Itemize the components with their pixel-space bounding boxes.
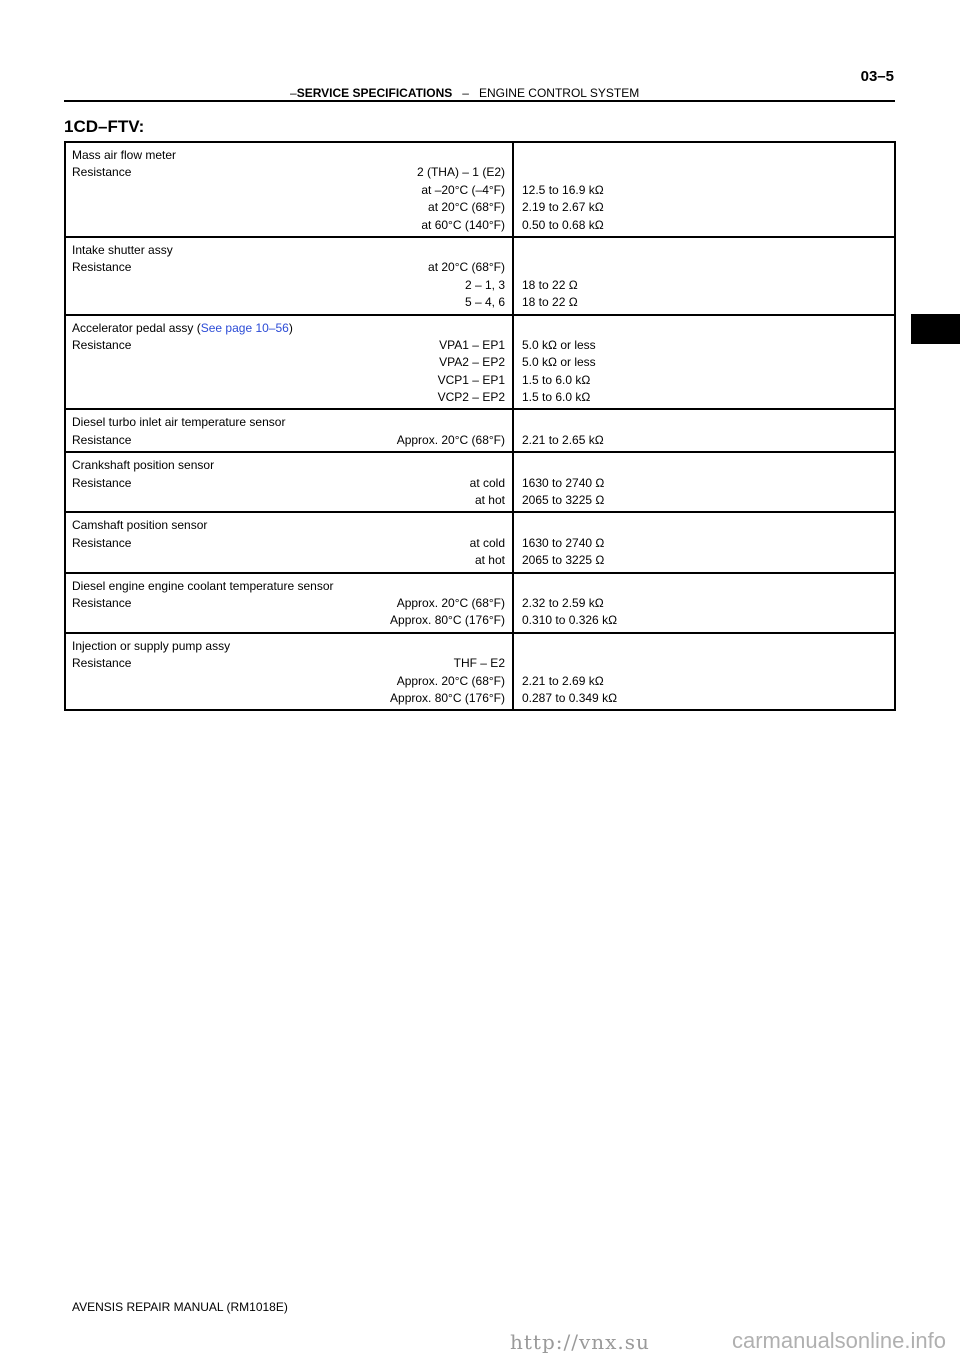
spec-line (66, 595, 512, 612)
component-name (72, 517, 207, 534)
spec-value: 1.5 to 6.0 kΩ (522, 372, 591, 387)
component-name-text: Camshaft position sensor (72, 518, 208, 533)
component-name-text: Mass air flow meter (72, 148, 177, 162)
measurement-label: Resistance (72, 337, 132, 352)
test-condition: Approx. 20°C (68°F) (396, 432, 505, 447)
component-name (72, 320, 293, 337)
spec-value: 2.32 to 2.59 kΩ (522, 595, 604, 610)
side-tab-marker (911, 314, 960, 344)
spec-line (66, 217, 512, 234)
test-condition: VPA2 – EP2 (439, 355, 505, 370)
watermark-site: carmanualsonline.info (731, 1328, 946, 1353)
spec-line (66, 389, 512, 406)
spec-line (66, 475, 512, 492)
test-condition: 5 – 4, 6 (464, 295, 505, 310)
section-title: 1CD–FTV: (64, 117, 145, 136)
see-page-link[interactable]: See page 10–56 (200, 320, 289, 335)
test-condition: THF – E2 (453, 656, 505, 671)
watermark-url[interactable]: http://vnx.su (510, 1330, 650, 1354)
spec-value-cell (513, 573, 895, 633)
header-section: SERVICE SPECIFICATIONS (296, 86, 453, 100)
measurement-label: Resistance (72, 595, 132, 610)
test-condition: 2 (THA) – 1 (E2) (416, 165, 505, 180)
spec-line (66, 337, 512, 354)
component-name-text: Injection or supply pump assy (72, 638, 231, 653)
spec-value: 2065 to 3225 Ω (522, 553, 605, 568)
component-name-text: Diesel engine engine coolant temperature sensor (72, 578, 334, 593)
spec-value-cell (513, 452, 895, 512)
spec-line (66, 432, 512, 449)
header-separator: – (462, 86, 469, 100)
spec-value-cell (513, 315, 895, 410)
test-condition: at 20°C (68°F) (428, 260, 505, 275)
spec-value: 2.21 to 2.69 kΩ (522, 673, 604, 688)
spec-group-row (65, 633, 895, 711)
test-condition: VPA1 – EP1 (439, 337, 505, 352)
component-name (72, 578, 334, 595)
component-name-text: Intake shutter assy (72, 242, 173, 257)
spec-group-row (65, 315, 895, 410)
spec-left-cell (65, 633, 513, 711)
spec-line (66, 552, 512, 569)
spec-value: 1630 to 2740 Ω (522, 475, 605, 490)
component-name-text: Accelerator pedal assy ( (72, 320, 201, 335)
spec-value: 18 to 22 Ω (522, 277, 578, 292)
page-number: 03–5 (860, 68, 894, 85)
measurement-label: Resistance (72, 165, 132, 180)
test-condition: 2 – 1, 3 (464, 277, 505, 292)
spec-value-cell (513, 142, 895, 237)
spec-value (519, 259, 894, 276)
measurement-label: Resistance (72, 432, 132, 447)
spec-value-cell (513, 237, 895, 315)
component-name (72, 638, 230, 655)
component-name-suffix: ) (288, 320, 293, 335)
spec-line (66, 372, 512, 389)
spec-value-cell (513, 512, 895, 572)
header-rule (64, 100, 895, 102)
spec-value (519, 164, 894, 181)
spec-table (64, 141, 896, 711)
spec-left-cell (65, 452, 513, 512)
spec-left-cell (65, 315, 513, 410)
spec-value (519, 655, 894, 672)
spec-line (66, 182, 512, 199)
spec-left-cell (65, 237, 513, 315)
spec-line (66, 655, 512, 672)
test-condition: at 20°C (68°F) (428, 200, 505, 215)
spec-value: 2.21 to 2.65 kΩ (522, 432, 604, 447)
spec-group-row (65, 142, 895, 237)
spec-value: 2.19 to 2.67 kΩ (522, 200, 604, 215)
spec-line (66, 535, 512, 552)
spec-left-cell (65, 409, 513, 452)
test-condition: Approx. 20°C (68°F) (396, 673, 505, 688)
spec-value: 0.310 to 0.326 kΩ (522, 613, 618, 628)
spec-group-row (65, 452, 895, 512)
spec-line (66, 294, 512, 311)
component-name-text: Diesel turbo inlet air temperature sensor (72, 415, 286, 430)
component-name (72, 414, 285, 431)
spec-value: 2065 to 3225 Ω (522, 493, 605, 508)
spec-value: 1630 to 2740 Ω (522, 535, 605, 550)
spec-value: 5.0 kΩ or less (522, 337, 596, 352)
header-subsection: ENGINE CONTROL SYSTEM (478, 86, 640, 100)
spec-value: 18 to 22 Ω (522, 295, 578, 310)
test-condition: at cold (469, 475, 505, 490)
spec-line (66, 612, 512, 629)
spec-line (66, 164, 512, 181)
spec-group-row (65, 409, 895, 452)
test-condition: at hot (474, 553, 505, 568)
spec-left-cell (65, 573, 513, 633)
component-name (72, 242, 173, 259)
spec-line (66, 259, 512, 276)
spec-value-cell (513, 633, 895, 711)
component-name (72, 147, 176, 164)
spec-line (66, 492, 512, 509)
spec-value: 0.50 to 0.68 kΩ (522, 217, 604, 232)
spec-value: 5.0 kΩ or less (522, 355, 596, 370)
test-condition: at cold (469, 535, 505, 550)
test-condition: at hot (474, 493, 505, 508)
spec-line (66, 199, 512, 216)
test-condition: Approx. 80°C (176°F) (390, 613, 505, 628)
measurement-label: Resistance (72, 475, 132, 490)
test-condition: Approx. 80°C (176°F) (390, 690, 505, 705)
measurement-label: Resistance (72, 656, 132, 671)
spec-line (66, 354, 512, 371)
test-condition: VCP2 – EP2 (437, 390, 505, 405)
spec-value: 0.287 to 0.349 kΩ (522, 690, 618, 705)
running-header: –SERVICE SPECIFICATIONS – ENGINE CONTROL SYSTEM (290, 86, 640, 100)
spec-left-cell (65, 512, 513, 572)
spec-group-row (65, 237, 895, 315)
component-name-text: Crankshaft position sensor (72, 458, 215, 473)
test-condition: at –20°C (–4°F) (421, 182, 505, 197)
test-condition: at 60°C (140°F) (421, 217, 505, 232)
test-condition: Approx. 20°C (68°F) (396, 595, 505, 610)
measurement-label: Resistance (72, 535, 132, 550)
footer-text: AVENSIS REPAIR MANUAL (RM1018E) (72, 1300, 288, 1314)
spec-line (66, 673, 512, 690)
spec-group-row (65, 512, 895, 572)
spec-value: 1.5 to 6.0 kΩ (522, 390, 591, 405)
spec-group-row (65, 573, 895, 633)
measurement-label: Resistance (72, 260, 132, 275)
test-condition: VCP1 – EP1 (437, 372, 505, 387)
spec-line (66, 690, 512, 707)
component-name (72, 457, 214, 474)
spec-left-cell (65, 142, 513, 237)
spec-value: 12.5 to 16.9 kΩ (522, 182, 604, 197)
spec-line (66, 277, 512, 294)
spec-value-cell (513, 409, 895, 452)
